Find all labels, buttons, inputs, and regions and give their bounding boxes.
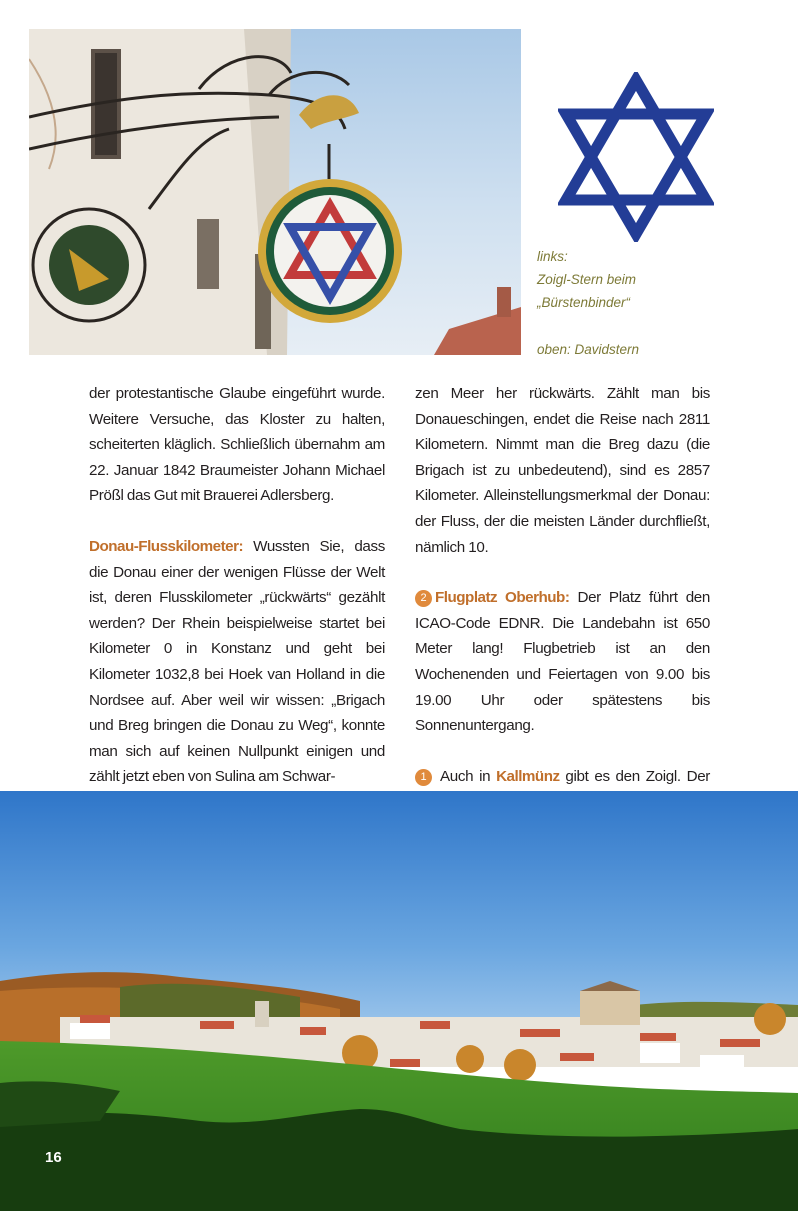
star-of-david-icon <box>558 72 714 242</box>
text-donau-flusskilometer: Wussten Sie, dass die Donau einer der wenigen Flüsse der Welt ist, deren Flusskilometer „rückwärts“ gezählt werden? Der Rhein beispielweise startet bei Kilometer 0 in Konstanz und geht bei Kilometer 1032,8 bei Hoek van Holland in die Nordsee auf. Aber weil wir wissen: „Brigach und Breg bringen die Donau zu Weg“, konnte man sich auf keinen Nullpunkt einigen und zählt jetzt eben von Sulina am Schwar- <box>89 537 385 786</box>
left-text-column <box>89 381 385 790</box>
caption-buerstenbinder: „Bürstenbinder“ <box>537 295 631 310</box>
paragraph-donau-continued: zen Meer her rückwärts. Zählt man bis Donaueschingen, endet die Reise nach 2811 Kilometern. Nimmt man die Breg dazu (die Brigach ist zu unbedeutend), sind es 2857 Kilometer. Alleinstellungsmerkmal der Donau: der Fluss, der die meisten Länder durchfließt, nämlich 10. <box>415 385 710 556</box>
heading-kallmuenz: Kallmünz <box>496 767 560 785</box>
heading-flugplatz-oberhub: Flugplatz Oberhub: <box>435 589 570 607</box>
caption-left-label: links: <box>537 249 568 264</box>
page-number: 16 <box>45 1149 62 1166</box>
text-kallmuenz: gibt es den Zoigl. Der <box>565 767 711 785</box>
caption-zoigl-star: Zoigl-Stern beim <box>537 272 637 287</box>
village-landscape-photo <box>0 791 798 1211</box>
heading-donau-flusskilometer: Donau-Flusskilometer: <box>89 537 244 555</box>
paragraph-donau-flusskilometer <box>89 534 385 790</box>
paragraph-kallmuenz: 1 Auch in Kallmünz gibt es den Zoigl. Der <box>415 764 710 841</box>
zoigl-sign-illustration <box>29 29 521 355</box>
location-number-badge: 2 <box>415 590 432 607</box>
zoigl-sign-photo <box>29 29 521 355</box>
text-flugplatz: Der Platz führt den ICAO-Code EDNR. Die Landebahn ist 650 Meter lang! Flugbetrieb ist an den Wochenenden und Feiertagen von 9.00 bis 19.00 Uhr oder spätestens bis Sonnenuntergang. <box>415 589 710 735</box>
right-text-column <box>415 381 710 841</box>
location-number-badge: 1 <box>415 769 432 786</box>
paragraph-flugplatz <box>415 585 710 739</box>
paragraph-kloster: der protestantische Glaube eingeführt wurde. Weitere Versuche, das Kloster zu halten, scheiterten kläglich. Schließlich übernahm am 22. Januar 1842 Braumeister Johann Michael Prößl das Gut mit Brauerei Adlersberg. <box>89 385 385 505</box>
landscape-illustration <box>0 791 798 1211</box>
caption-davidstern: oben: Davidstern <box>537 342 640 357</box>
